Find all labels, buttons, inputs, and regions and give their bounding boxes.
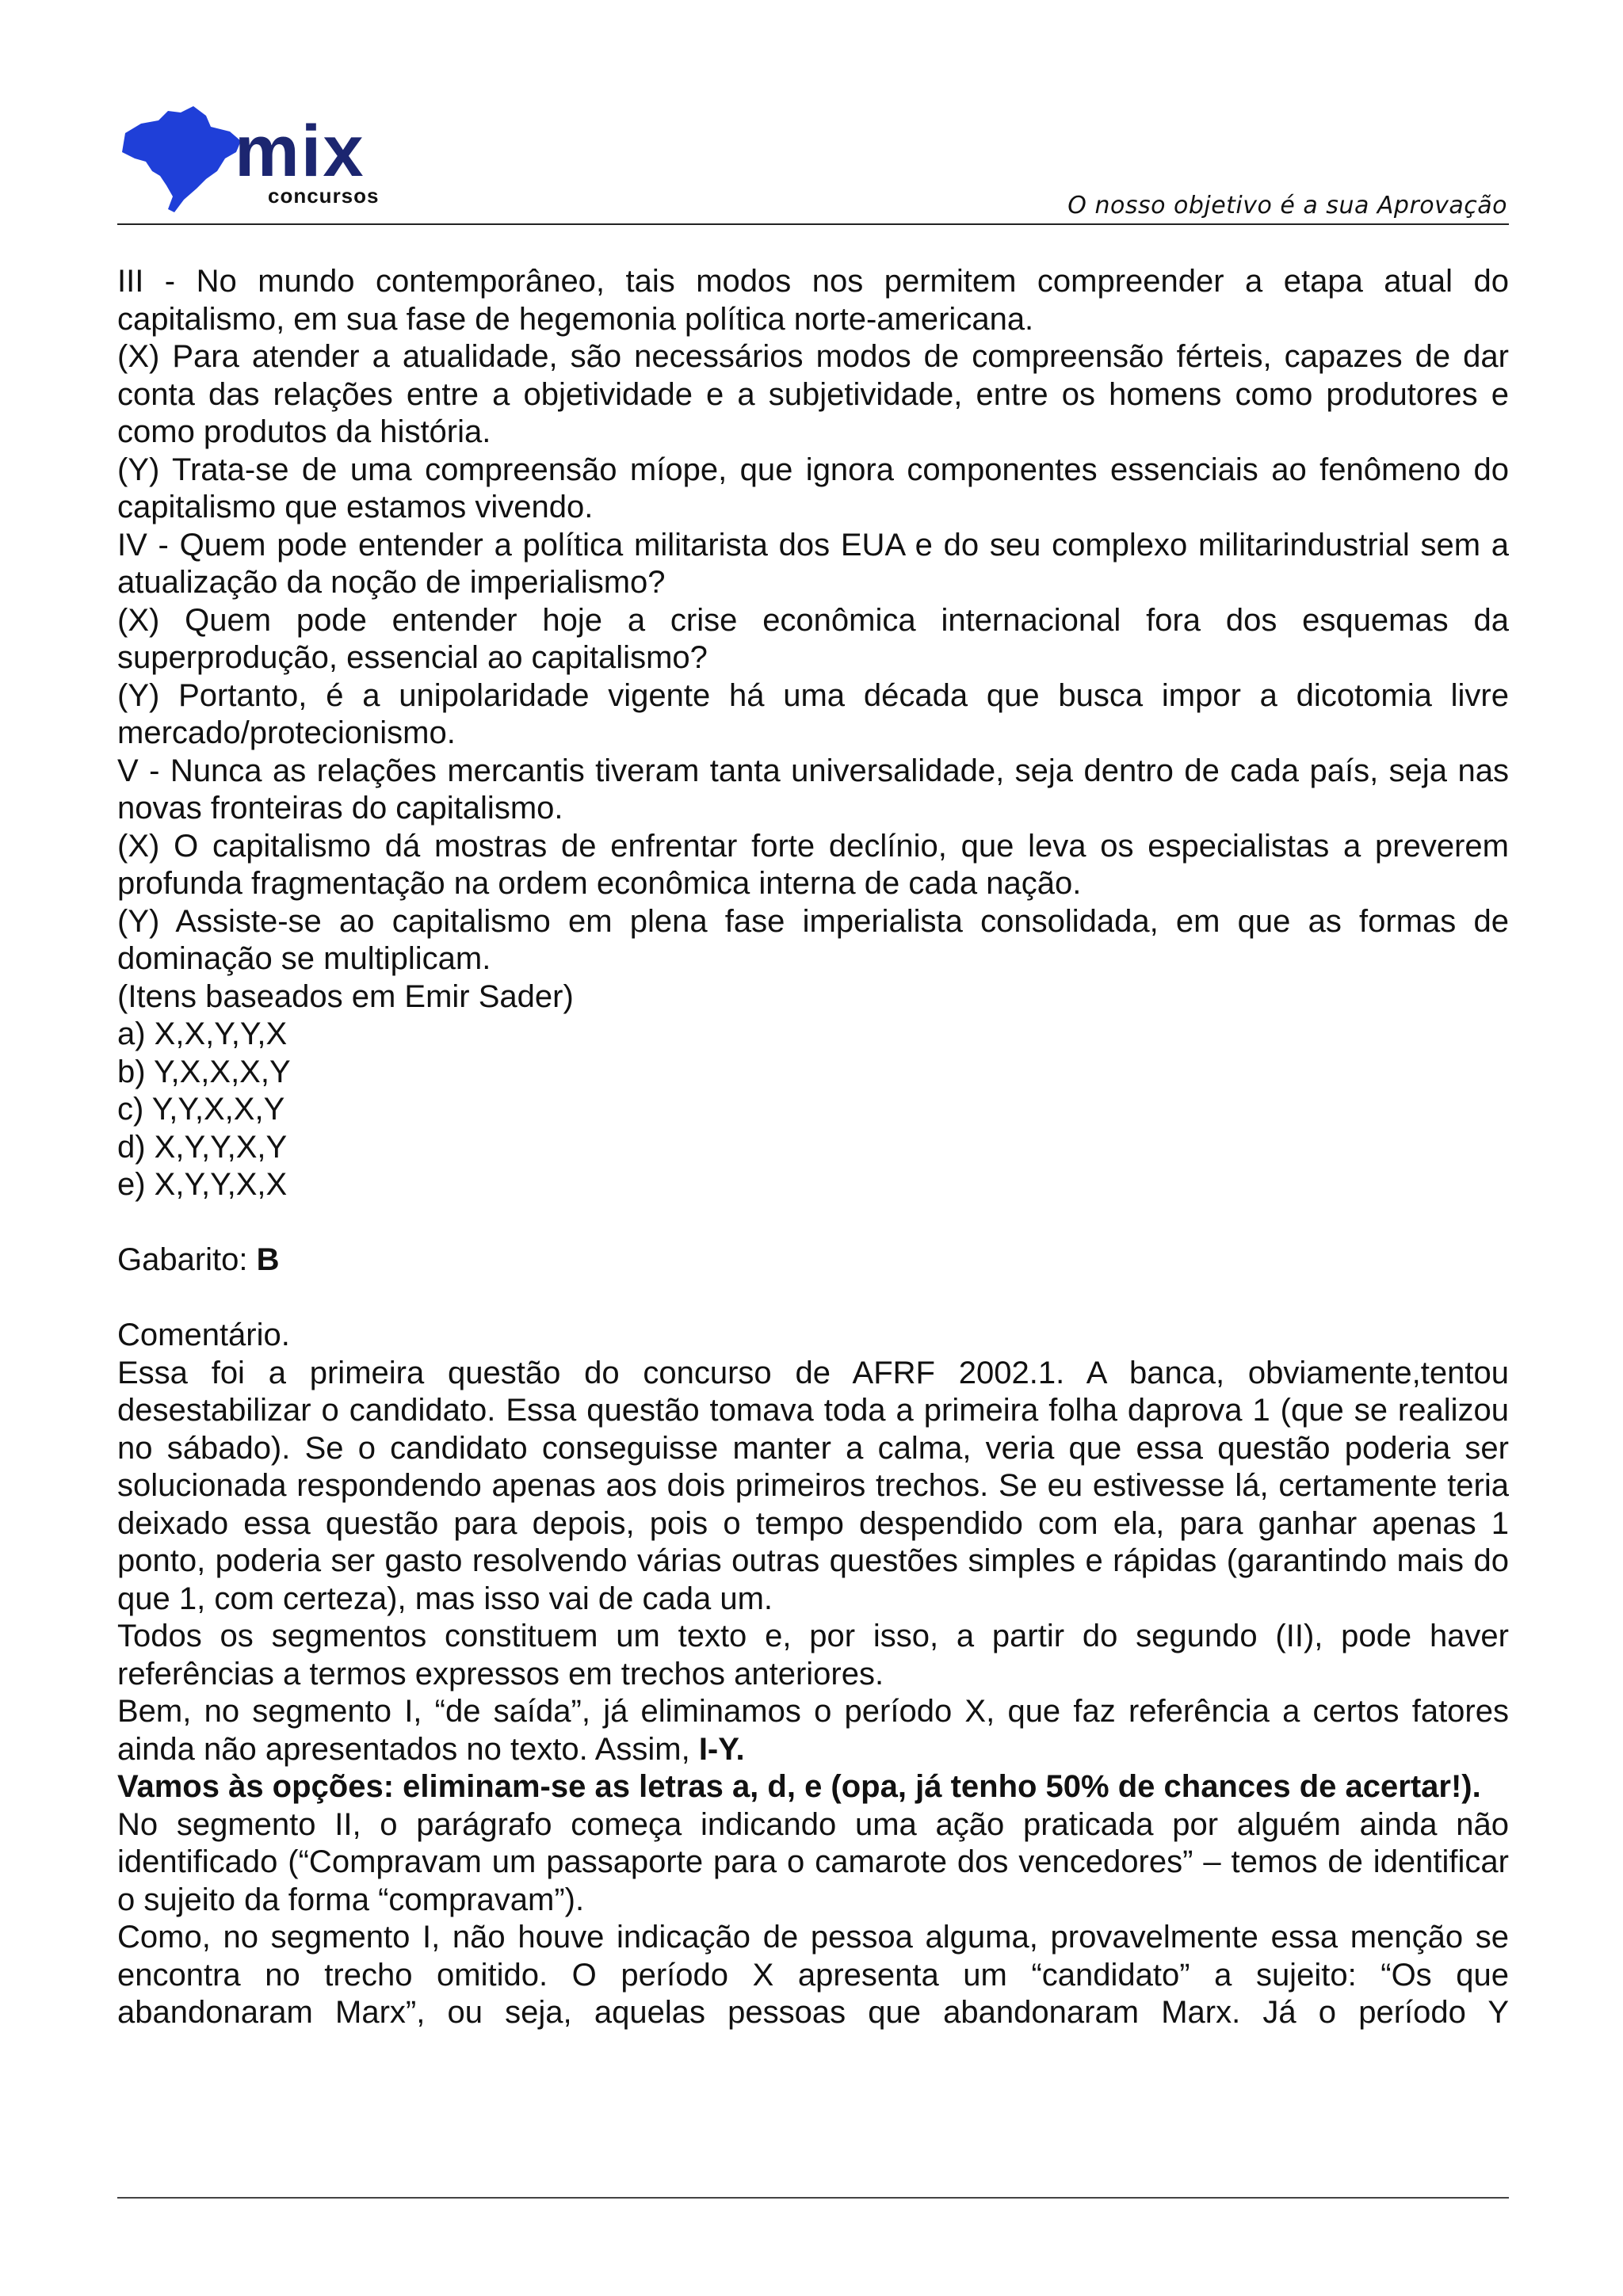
segment-iii-option-y: (Y) Trata-se de uma compreensão míope, que ignora componentes essenciais ao fenômeno do capitalismo que estamos vivendo. — [117, 452, 1509, 524]
segment-iv: IV - Quem pode entender a política militarista dos EUA e do seu complexo militarindustrial sem a atualização da noção de imperialismo? — [117, 527, 1509, 600]
segment-iii-option-x: (X) Para atender a atualidade, são necessários modos de compreensão férteis, capazes de dar conta das relações entre a objetividade e a subjetividade, entre os homens como produtores e como produtos da história. — [117, 339, 1509, 449]
brazil-map-icon — [122, 106, 241, 212]
answer-option-b: b) Y,X,X,X,Y — [117, 1054, 291, 1089]
comment-paragraph-3-text: Bem, no segmento I, “de saída”, já eliminamos o período X, que faz referência a certos fatores ainda não apresentados no texto. Assim, — [117, 1694, 1509, 1767]
comment-paragraph-3 — [117, 1693, 1509, 1768]
segment-iv-option-x: (X) Quem pode entender hoje a crise econômica internacional fora dos esquemas da superprodução, essencial ao capitalismo? — [117, 602, 1509, 675]
header-tagline: O nosso objetivo é a sua Aprovação — [1067, 192, 1507, 219]
comment-title: Comentário. — [117, 1318, 290, 1352]
mix-concursos-logo — [117, 100, 411, 219]
logo-subtext: concursos — [268, 184, 380, 208]
spacer — [117, 1204, 1509, 1242]
segment-v-option-x: (X) O capitalismo dá mostras de enfrentar forte declínio, que leva os especialistas a preverem profunda fragmentação na ordem econômica interna de cada nação. — [117, 828, 1509, 901]
comment-paragraph-6: Como, no segmento I, não houve indicação de pessoa alguma, provavelmente essa menção se encontra no trecho omitido. O período X apresenta um “candidato” a sujeito: “Os que abandonaram Marx”, ou seja, aquelas pessoas que abandonaram Marx. Já o período Y — [117, 1920, 1509, 2030]
header-divider — [117, 223, 1509, 225]
answer-option-a: a) X,X,Y,Y,X — [117, 1016, 288, 1051]
answer-option-e: e) X,Y,Y,X,X — [117, 1167, 288, 1202]
answer-option-c: c) Y,Y,X,X,Y — [117, 1092, 285, 1127]
answer-key — [117, 1241, 1509, 1280]
spacer — [117, 1280, 1509, 1318]
answer-key-value: B — [256, 1242, 280, 1277]
answer-key-label: Gabarito: — [117, 1242, 257, 1277]
segment-v-option-y: (Y) Assiste-se ao capitalismo em plena fase imperialista consolidada, em que as formas de dominação se multiplicam. — [117, 903, 1509, 976]
document-body — [117, 263, 1509, 2032]
footer-divider — [117, 2197, 1509, 2199]
answer-option-d: d) X,Y,Y,X,Y — [117, 1129, 288, 1165]
comment-paragraph-1: Essa foi a primeira questão do concurso de AFRF 2002.1. A banca, obviamente,tentou desestabilizar o candidato. Essa questão tomava toda a primeira folha daprova 1 (que se realizou no sábado). Se o candidato conseguisse manter a calma, veria que essa questão poderia ser solucionada respondendo apenas aos dois primeiros trechos. Se eu estivesse lá, certamente teria deixado essa questão para depois, pois o tempo despendido com ela, para ganhar apenas 1 ponto, poderia ser gasto resolvendo várias outras questões simples e rápidas (garantindo mais do que 1, com certeza), mas isso vai de cada um. — [117, 1355, 1509, 1616]
segment-v: V - Nunca as relações mercantis tiveram tanta universalidade, seja dentro de cada país, seja nas novas fronteiras do capitalismo. — [117, 753, 1509, 826]
comment-paragraph-5: No segmento II, o parágrafo começa indicando uma ação praticada por alguém ainda não identificado (“Compravam um passaporte para o camarote dos vencedores” – temos de identificar o sujeito da forma “compravam”). — [117, 1806, 1509, 1917]
comment-paragraph-3-conclusion: I-Y. — [698, 1731, 745, 1767]
segment-iv-option-y: (Y) Portanto, é a unipolaridade vigente há uma década que busca impor a dicotomia livre mercado/protecionismo. — [117, 677, 1509, 750]
source-note: (Itens baseados em Emir Sader) — [117, 978, 574, 1014]
logo-wordmark: mix — [235, 111, 365, 192]
comment-paragraph-2: Todos os segmentos constituem um texto e, por isso, a partir do segundo (II), pode haver referências a termos expressos em trechos anteriores. — [117, 1619, 1509, 1691]
comment-paragraph-4: Vamos às opções: eliminam-se as letras a, d, e (opa, já tenho 50% de chances de acertar!). — [117, 1769, 1481, 1804]
segment-iii: III - No mundo contemporâneo, tais modos nos permitem compreender a etapa atual do capitalismo, em sua fase de hegemonia política norte-americana. — [117, 264, 1509, 337]
